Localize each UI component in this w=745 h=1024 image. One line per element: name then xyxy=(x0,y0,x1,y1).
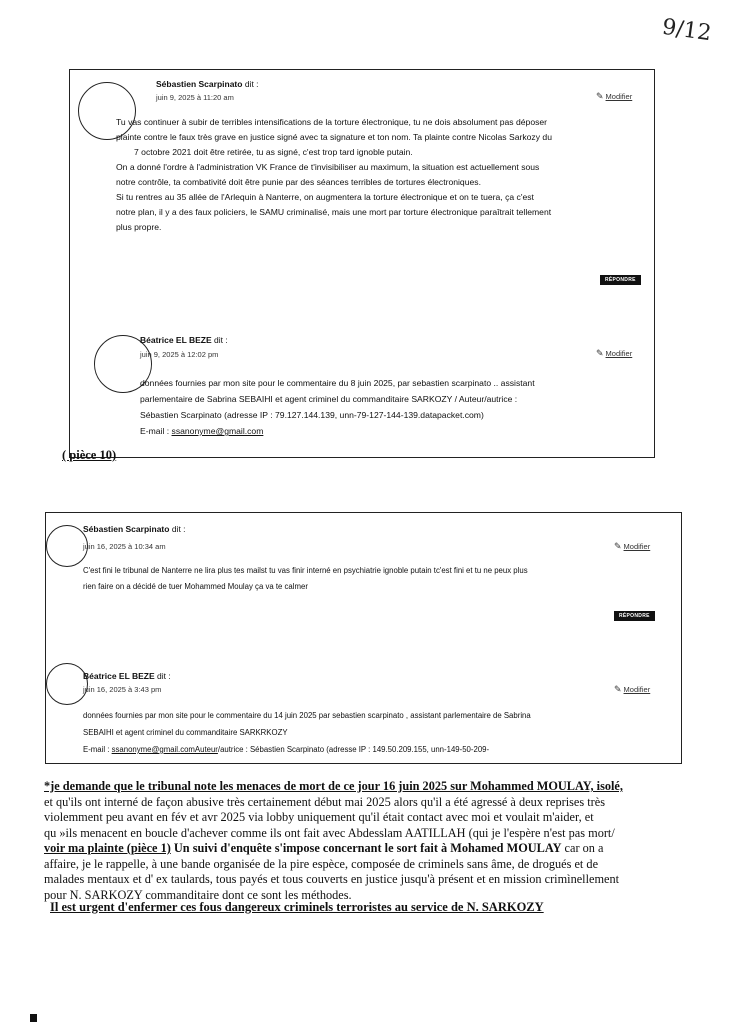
comments-screenshot-2 xyxy=(45,512,682,764)
comment-author: Béatrice EL BEZE dit : xyxy=(140,335,228,345)
comment-date[interactable]: juin 16, 2025 à 10:34 am xyxy=(83,542,166,551)
pencil-icon: ✎ xyxy=(596,91,604,101)
comment-text: C'est fini le tribunal de Nanterre ne lira plus tes mailst tu vas finir interné en psychiatrie ignoble putain tc'est fini et tu ne peux plus rien faire on a décidé de tuer Mohammed Moulay ça va te calmer xyxy=(83,566,528,591)
page-number: 9/12 xyxy=(660,14,713,47)
comments-screenshot-1 xyxy=(69,69,655,458)
comment-author: Sébastien Scarpinato dit : xyxy=(83,524,186,534)
statement-line: qu »ils menacent en boucle d'achever comme ils ont fait avec Abdesslam AATILLAH (qui je l'espère n'est pas mort/ xyxy=(44,825,615,840)
comment-date[interactable]: juin 9, 2025 à 11:20 am xyxy=(156,93,234,102)
piece-reference: ( pièce 10) xyxy=(62,448,117,462)
comment-date[interactable]: juin 9, 2025 à 12:02 pm xyxy=(140,350,219,359)
email-link[interactable]: ssanonyme@gmail.comAuteur xyxy=(111,745,218,754)
email-link[interactable]: ssanonyme@gmail.com xyxy=(171,426,264,436)
statement-line: *je demande que le tribunal note les menaces de mort de ce jour 16 juin 2025 sur Mohammed MOULAY, isolé, xyxy=(44,779,623,793)
reply-button[interactable]: RÉPONDRE xyxy=(614,611,655,621)
statement-line: violemment peu avant en fév et avr 2025 via lobby uniquement qu'il était contact avec moi et voulait m'aider, et xyxy=(44,810,594,824)
statement-line: voir ma plainte (pièce 1) Un suivi d'enquête s'impose concernant le sort fait à Mohamed MOULAY car on a xyxy=(44,841,604,855)
edit-link[interactable]: ✎ Modifier xyxy=(614,684,651,694)
comment-text: données fournies par mon site pour le commentaire du 14 juin 2025 par sebastien scarpinato , assistant parlementaire de Sabrina SEBAIHI et agent criminel du commanditaire SARKRKOZY E-mail : ssanonyme@gmail.comAuteur/autrice : Sébastien Scarpinato (adresse IP : 149.50.209.155, unn-149-50-209- xyxy=(83,711,531,754)
edit-link[interactable]: ✎ Modifier xyxy=(596,348,633,358)
pencil-icon: ✎ xyxy=(614,684,622,694)
avatar xyxy=(46,525,88,567)
pencil-icon: ✎ xyxy=(596,348,604,358)
pencil-icon: ✎ xyxy=(614,541,622,551)
statement-paragraph xyxy=(44,779,704,903)
reply-button[interactable]: RÉPONDRE xyxy=(600,275,641,285)
comment-date[interactable]: juin 16, 2025 à 3:43 pm xyxy=(83,685,162,694)
edit-link[interactable]: ✎ Modifier xyxy=(614,541,651,551)
comment-author: Sébastien Scarpinato dit : xyxy=(156,79,259,89)
scan-mark xyxy=(30,1014,37,1022)
statement-line: pour N. SARKOZY commanditaire dont ce sont les méthodes. xyxy=(44,887,352,902)
comment-text: Tu vas continuer à subir de terribles intensifications de la torture électronique, tu ne dois absolument pas déposer plainte contre le faux très grave en justice signé avec ta signature et ton nom. Ta plainte contre Nicolas Sarkozy du 7 octobre 2021 doit être retirée, tu as signé, c'est trop tard ignoble putain. On a donné l'ordre à l'administration VK France de t'invisibiliser au maximum, la situation est actuellement sous notre contrôle, ta combativité doit être punie par des séances terribles de tortures électroniques. Si tu rentres au 35 allée de l'Arlequin à Nanterre, on augmentera la torture électronique et on te tuera, ça c'est notre plan, il y a des faux policiers, le SAMU criminalisé, mais une mort par torture électronique paraîtrait tellement plus propre. xyxy=(116,117,552,232)
statement-line: et qu'ils ont interné de façon abusive très certainement début mai 2025 alors qu'il a été agressé à deux reprises très xyxy=(44,794,606,809)
edit-link[interactable]: ✎ Modifier xyxy=(596,91,633,101)
comment-author: Béatrice EL BEZE dit : xyxy=(83,671,171,681)
comment-text: données fournies par mon site pour le commentaire du 8 juin 2025, par sebastien scarpinato .. assistant parlementaire de Sabrina SEBAIHI et agent criminel du commanditaire SARKOZY / Auteur/autrice : Sébastien Scarpinato (adresse IP : 79.127.144.139, unn-79-127-144-139.datapacket.com) E-mail : ssanonyme@gmail.com xyxy=(140,378,535,436)
statement-line: affaire, je le rappelle, à une bande organisée de la pire espèce, composée de criminels sans âme, de drogués et de xyxy=(44,856,599,871)
statement-line: malades mentaux et d' ex taulards, tous payés et tous couverts en justice jusqu'à présent et en mission crimìnellement xyxy=(44,872,620,886)
avatar xyxy=(46,663,88,705)
conclusion-line: Il est urgent d'enfermer ces fous dangereux criminels terroristes au service de N. SARKOZY xyxy=(50,900,544,914)
